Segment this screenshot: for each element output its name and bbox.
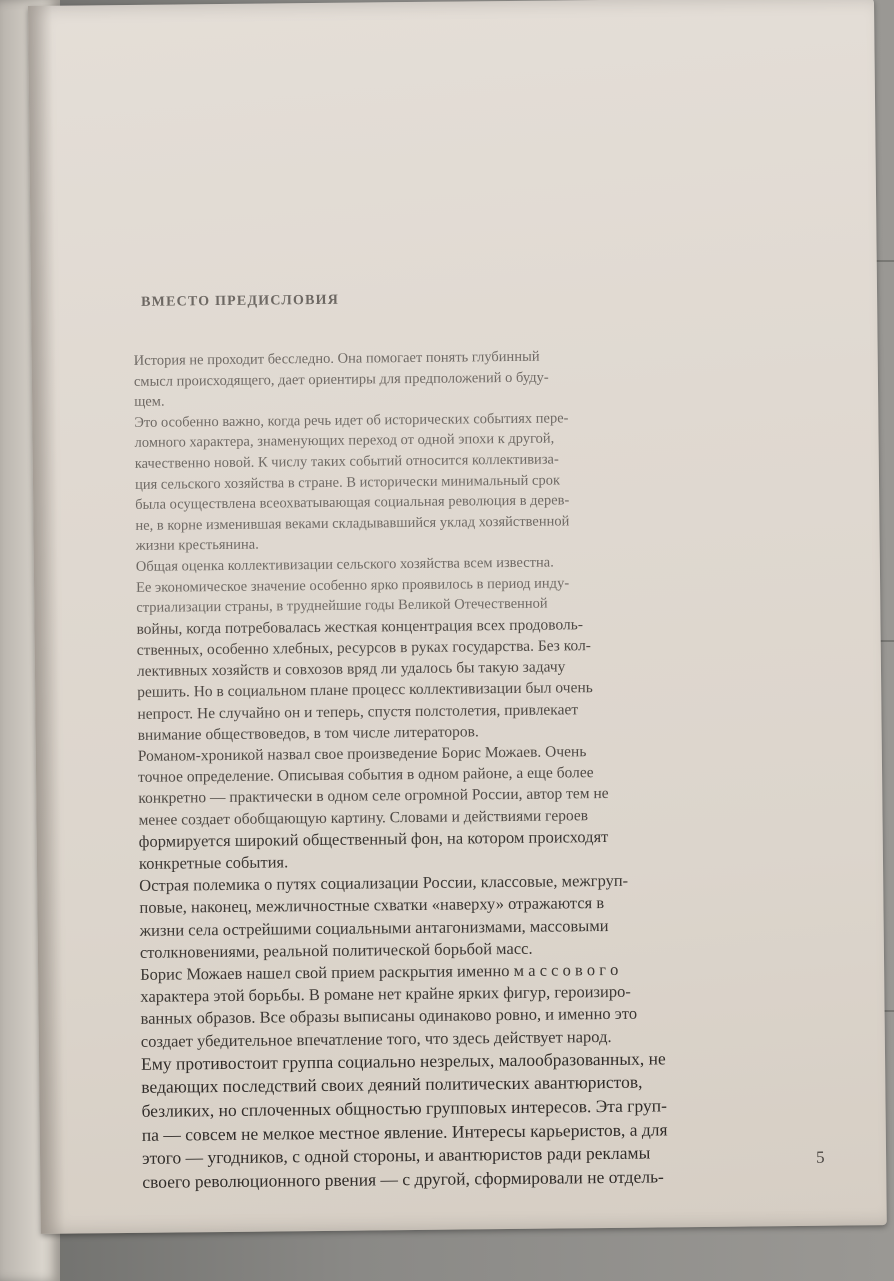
- text-line: ственных, особенно хлебных, ресурсов в руках государства. Без кол-: [136, 637, 592, 659]
- text-line: повые, наконец, межличностные схватки «наверху» отражаются в: [139, 893, 605, 918]
- text-line: точное определение. Описывая события в одном районе, а еще более: [137, 764, 594, 787]
- text-line: качественно новой. К числу таких событий относится коллективиза-: [134, 451, 559, 472]
- text-line: столкновениями, реальной политической борьбой масс.: [139, 938, 533, 962]
- text-line: щем.: [134, 393, 165, 411]
- text-line: Острая полемика о путях социализации России, классовые, межгруп-: [139, 870, 629, 896]
- text-line: формируется широкий общественный фон, на котором происходят: [138, 826, 609, 851]
- body-text: [134, 344, 843, 1195]
- text-line: конкретно — практически в одном селе огромной России, автор тем не: [138, 785, 609, 808]
- text-line: не, в корне изменившая веками складывавшийся уклад хозяйственной: [135, 513, 570, 534]
- text-line: ломного характера, знаменующих переход от одной эпохи к другой,: [134, 430, 555, 452]
- text-line: па — совсем не мелкое местное явление. Интересы карьеристов, а для: [141, 1118, 668, 1145]
- text-line: внимание обществоведов, в том числе литераторов.: [137, 723, 479, 744]
- text-line: Борис Можаев нашел свой прием раскрытия именно м а с с о в о г о: [140, 959, 619, 984]
- text-line: История не проходит бесследно. Она помогает понять глубинный: [133, 348, 540, 369]
- text-line: безликих, но сплоченных общностью групповых интересов. Эта груп-: [141, 1095, 667, 1121]
- text-line: Ее экономическое значение особенно ярко проявилось в период инду-: [136, 574, 570, 596]
- section-heading: ВМЕСТО ПРЕДИСЛОВИЯ: [141, 292, 340, 310]
- book-page: [28, 0, 887, 1234]
- text-line: этого — угодников, с одной стороны, и авантюристов ради рекламы: [141, 1142, 651, 1169]
- text-line: конкретные события.: [138, 852, 289, 873]
- text-line: Общая оценка коллективизации сельского хозяйства всем известна.: [135, 554, 554, 575]
- text-line: непрост. Не случайно он и теперь, спустя полстолетия, привлекает: [137, 700, 579, 723]
- text-line: менее создает обобщающую картину. Словами и действиями героев: [138, 806, 589, 829]
- text-line: стриализации страны, в труднейшие годы Великой Отечественной: [136, 595, 548, 617]
- text-line: ванных образов. Все образы выписаны одинаково ровно, и именно это: [140, 1004, 638, 1029]
- text-line: жизни крестьянина.: [135, 536, 259, 555]
- text-line: ция сельского хозяйства в стране. В исторически минимальный срок: [134, 472, 561, 493]
- text-line: Романом-хроникой назвал свое произведение Борис Можаев. Очень: [137, 743, 587, 765]
- text-line: ведающих последствий своих деяний политических авантюристов,: [141, 1072, 643, 1098]
- text-line: решить. Но в социальном плане процесс коллективизации был очень: [137, 679, 593, 702]
- text-line: войны, когда потребовалась жесткая концентрация всех продоволь-: [136, 615, 584, 638]
- text-line: Ему противостоит группа социально незрелых, малообразованных, не: [140, 1048, 666, 1074]
- text-line: смысл происходящего, дает ориентиры для предположений о буду-: [133, 369, 549, 390]
- text-line: была осуществлена всеохватывающая социальная революция в дерев-: [135, 492, 570, 514]
- text-line: характера этой борьбы. В романе нет крайне ярких фигур, героизиро-: [140, 981, 631, 1007]
- page-number: 5: [816, 1147, 825, 1167]
- text-line: лективных хозяйств и совхозов вряд ли удалось бы такую задачу: [136, 658, 566, 681]
- text-line: жизни села острейшими социальными антагонизмами, массовыми: [139, 915, 609, 940]
- text-line: создает убедительное впечатление того, что здесь действует народ.: [140, 1026, 612, 1051]
- text-line: своего революционного рвения — с другой, сформировали не отдель-: [142, 1166, 664, 1192]
- text-line: Это особенно важно, когда речь идет об исторических событиях пере-: [134, 410, 569, 431]
